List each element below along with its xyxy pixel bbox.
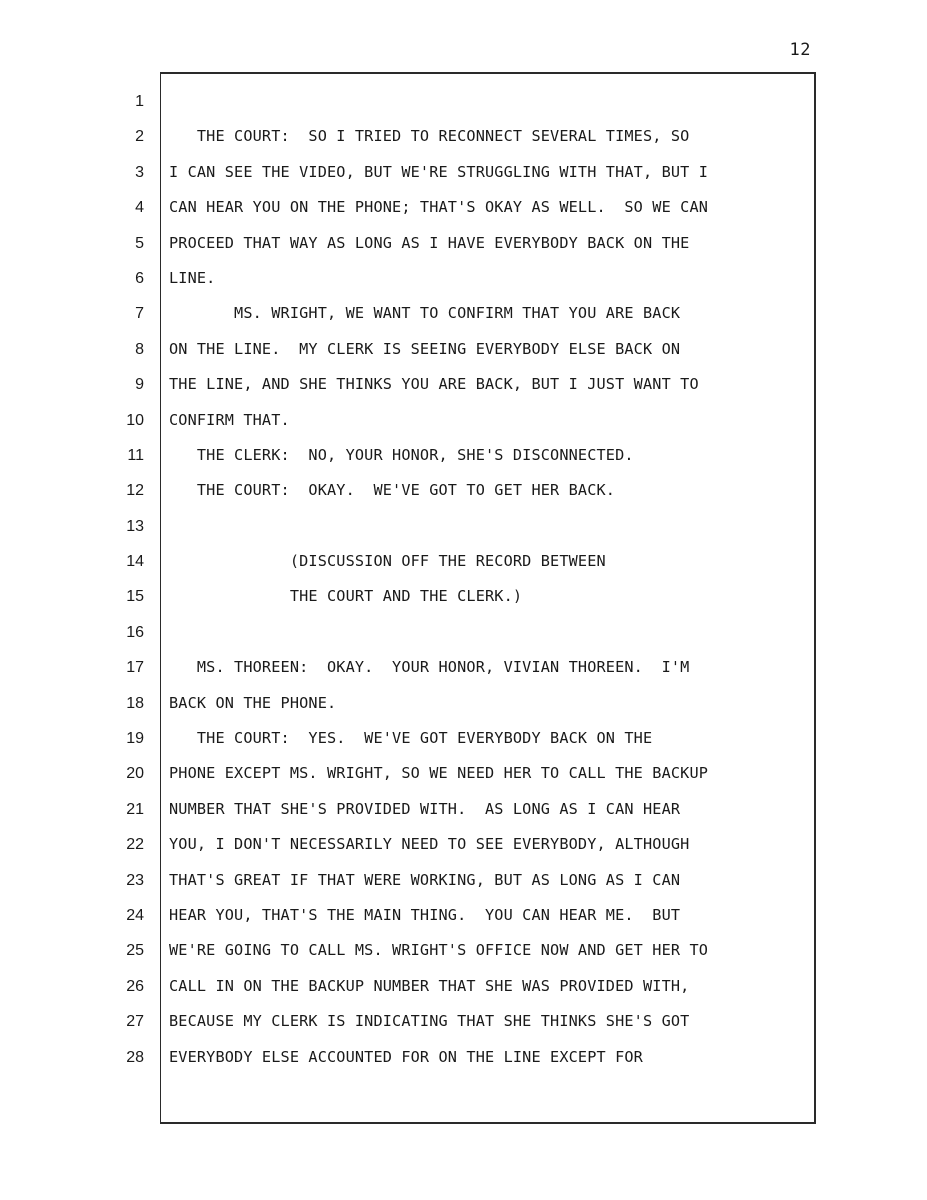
line-number: 9 (135, 376, 144, 394)
transcript-line: CALL IN ON THE BACKUP NUMBER THAT SHE WAS PROVIDED WITH, (169, 976, 690, 995)
transcript-line: BECAUSE MY CLERK IS INDICATING THAT SHE THINKS SHE'S GOT (169, 1012, 690, 1031)
line-number: 12 (126, 482, 144, 500)
line-number: 1 (135, 93, 144, 110)
line-number: 25 (126, 942, 144, 960)
line-number: 27 (126, 1013, 144, 1031)
line-number: 28 (126, 1048, 144, 1066)
transcript-line: THE COURT: OKAY. WE'VE GOT TO GET HER BACK. (169, 481, 616, 500)
line-number: 11 (127, 446, 144, 464)
transcript-line: MS. WRIGHT, WE WANT TO CONFIRM THAT YOU ARE BACK (169, 304, 681, 323)
line-number: 18 (126, 694, 144, 712)
transcript-text (169, 84, 809, 1075)
transcript-line: THE CLERK: NO, YOUR HONOR, SHE'S DISCONNECTED. (169, 445, 634, 464)
line-number: 24 (126, 906, 144, 924)
line-number: 14 (126, 553, 144, 571)
transcript-line: MS. THOREEN: OKAY. YOUR HONOR, VIVIAN THOREEN. I'M (169, 658, 690, 677)
transcript-line: EVERYBODY ELSE ACCOUNTED FOR ON THE LINE EXCEPT FOR (169, 1047, 643, 1066)
transcript-line: CAN HEAR YOU ON THE PHONE; THAT'S OKAY AS WELL. SO WE CAN (169, 198, 709, 217)
transcript-line: BACK ON THE PHONE. (169, 693, 337, 712)
line-number: 10 (126, 411, 144, 429)
line-number-column (100, 84, 144, 1075)
transcript-line: NUMBER THAT SHE'S PROVIDED WITH. AS LONG AS I CAN HEAR (169, 799, 681, 818)
line-number: 6 (135, 269, 144, 287)
line-number: 8 (135, 340, 144, 358)
transcript-line: WE'RE GOING TO CALL MS. WRIGHT'S OFFICE NOW AND GET HER TO (169, 941, 709, 960)
line-number: 5 (135, 234, 144, 252)
transcript-line: I CAN SEE THE VIDEO, BUT WE'RE STRUGGLING WITH THAT, BUT I (169, 162, 709, 181)
transcript-line: PROCEED THAT WAY AS LONG AS I HAVE EVERYBODY BACK ON THE (169, 233, 690, 252)
line-number: 16 (126, 623, 144, 641)
page-number: 12 (789, 40, 811, 60)
transcript-line: THE COURT: SO I TRIED TO RECONNECT SEVERAL TIMES, SO (169, 127, 690, 146)
line-number: 3 (135, 163, 144, 181)
line-number: 20 (126, 765, 144, 783)
transcript-line: THE COURT AND THE CLERK.) (169, 587, 523, 606)
transcript-line: (DISCUSSION OFF THE RECORD BETWEEN (169, 552, 606, 571)
line-number: 21 (126, 800, 144, 818)
line-number: 7 (135, 305, 144, 323)
transcript-line: HEAR YOU, THAT'S THE MAIN THING. YOU CAN HEAR ME. BUT (169, 905, 681, 924)
line-number: 2 (135, 128, 144, 146)
transcript-line: CONFIRM THAT. (169, 410, 290, 429)
line-number: 19 (126, 730, 144, 748)
line-number: 17 (126, 659, 144, 677)
transcript-line (169, 615, 809, 650)
transcript-line (169, 509, 809, 544)
transcript-line: ON THE LINE. MY CLERK IS SEEING EVERYBODY ELSE BACK ON (169, 339, 681, 358)
transcript-line (169, 84, 809, 119)
transcript-line: THE COURT: YES. WE'VE GOT EVERYBODY BACK ON THE (169, 729, 653, 748)
transcript-line: LINE. (169, 268, 216, 287)
transcript-line: THE LINE, AND SHE THINKS YOU ARE BACK, BUT I JUST WANT TO (169, 375, 699, 394)
line-number: 23 (126, 871, 144, 889)
line-number: 26 (126, 977, 144, 995)
transcript-line: PHONE EXCEPT MS. WRIGHT, SO WE NEED HER TO CALL THE BACKUP (169, 764, 709, 783)
transcript-line: YOU, I DON'T NECESSARILY NEED TO SEE EVERYBODY, ALTHOUGH (169, 835, 690, 854)
line-number: 22 (126, 836, 144, 854)
line-number: 15 (126, 588, 144, 606)
line-number: 4 (135, 199, 144, 217)
transcript-line: THAT'S GREAT IF THAT WERE WORKING, BUT AS LONG AS I CAN (169, 870, 681, 889)
line-number: 13 (126, 517, 144, 535)
